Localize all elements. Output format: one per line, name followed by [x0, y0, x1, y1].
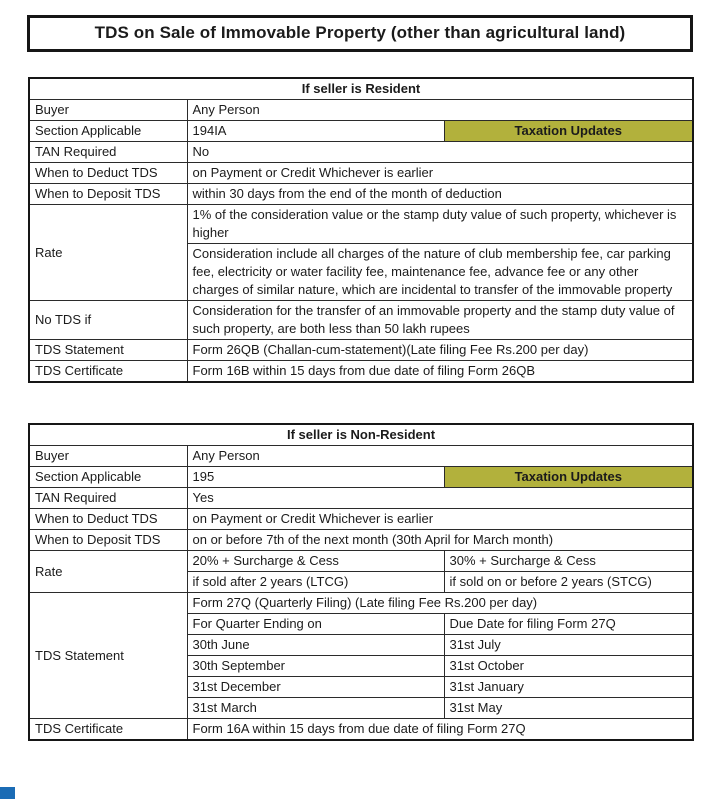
nr-quarter-col-header: For Quarter Ending on: [187, 614, 444, 635]
table-row: [29, 184, 693, 205]
nr-quarter-ending-0: 30th June: [187, 635, 444, 656]
resident-tan-value: No: [187, 142, 693, 163]
resident-section-label: Section Applicable: [29, 121, 187, 142]
nr-section-value: 195: [187, 467, 444, 488]
nr-tan-value: Yes: [187, 488, 693, 509]
resident-section-value: 194IA: [187, 121, 444, 142]
nr-due-col-header: Due Date for filing Form 27Q: [444, 614, 693, 635]
table-row: [29, 142, 693, 163]
nr-tan-label: TAN Required: [29, 488, 187, 509]
resident-rate-label: Rate: [29, 205, 187, 301]
resident-deduct-label: When to Deduct TDS: [29, 163, 187, 184]
resident-deposit-label: When to Deposit TDS: [29, 184, 187, 205]
page-title: TDS on Sale of Immovable Property (other than agricultural land): [28, 16, 692, 51]
resident-rate-line2: Consideration include all charges of the nature of club membership fee, car parking fee, electricity or water facility fee, maintenance fee, advance fee or any other charges of similar nature, which are incidental to transfer of the immovable property: [187, 244, 693, 301]
resident-tan-label: TAN Required: [29, 142, 187, 163]
table-row: [29, 340, 693, 361]
blue-corner-mark: [0, 787, 15, 799]
table-row: [29, 100, 693, 121]
nr-quarter-ending-3: 31st March: [187, 698, 444, 719]
nr-taxation-updates-banner: Taxation Updates: [444, 467, 693, 488]
nr-buyer-value: Any Person: [187, 446, 693, 467]
resident-statement-value: Form 26QB (Challan-cum-statement)(Late filing Fee Rs.200 per day): [187, 340, 693, 361]
nr-quarter-due-2: 31st January: [444, 677, 693, 698]
nr-rate-ltcg-condition: if sold after 2 years (LTCG): [187, 572, 444, 593]
resident-taxation-updates-banner: Taxation Updates: [444, 121, 693, 142]
resident-deposit-value: within 30 days from the end of the month of deduction: [187, 184, 693, 205]
resident-no-tds-label: No TDS if: [29, 301, 187, 340]
resident-table: [28, 77, 694, 383]
nr-deposit-value: on or before 7th of the next month (30th April for March month): [187, 530, 693, 551]
table-row: [29, 467, 693, 488]
nr-deduct-value: on Payment or Credit Whichever is earlier: [187, 509, 693, 530]
nr-quarter-due-1: 31st October: [444, 656, 693, 677]
table-row: [29, 509, 693, 530]
table-row: [29, 719, 693, 741]
nr-rate-label: Rate: [29, 551, 187, 593]
table-row: [29, 361, 693, 383]
table-row: [29, 446, 693, 467]
resident-no-tds-value: Consideration for the transfer of an immovable property and the stamp duty value of such property, are both less than 50 lakh rupees: [187, 301, 693, 340]
nr-statement-intro: Form 27Q (Quarterly Filing) (Late filing Fee Rs.200 per day): [187, 593, 693, 614]
nr-deduct-label: When to Deduct TDS: [29, 509, 187, 530]
nr-deposit-label: When to Deposit TDS: [29, 530, 187, 551]
resident-buyer-value: Any Person: [187, 100, 693, 121]
resident-header-row: [29, 78, 693, 100]
table-row: [29, 301, 693, 340]
resident-certificate-value: Form 16B within 15 days from due date of filing Form 26QB: [187, 361, 693, 383]
nr-certificate-label: TDS Certificate: [29, 719, 187, 741]
non-resident-table-title: If seller is Non-Resident: [29, 424, 693, 446]
table-row: [29, 530, 693, 551]
nr-rate-stcg-rate: 30% + Surcharge & Cess: [444, 551, 693, 572]
table-row: [29, 488, 693, 509]
nr-quarter-ending-2: 31st December: [187, 677, 444, 698]
resident-rate-line1: 1% of the consideration value or the stamp duty value of such property, whichever is higher: [187, 205, 693, 244]
nr-quarter-due-3: 31st May: [444, 698, 693, 719]
nr-certificate-value: Form 16A within 15 days from due date of filing Form 27Q: [187, 719, 693, 741]
resident-statement-label: TDS Statement: [29, 340, 187, 361]
table-row: [29, 163, 693, 184]
non-resident-header-row: [29, 424, 693, 446]
nr-rate-ltcg-rate: 20% + Surcharge & Cess: [187, 551, 444, 572]
nr-section-label: Section Applicable: [29, 467, 187, 488]
table-row: [29, 121, 693, 142]
resident-table-title: If seller is Resident: [29, 78, 693, 100]
table-row: [29, 551, 693, 572]
nr-rate-stcg-condition: if sold on or before 2 years (STCG): [444, 572, 693, 593]
nr-quarter-due-0: 31st July: [444, 635, 693, 656]
nr-quarter-ending-1: 30th September: [187, 656, 444, 677]
non-resident-table: [28, 423, 694, 741]
nr-buyer-label: Buyer: [29, 446, 187, 467]
resident-certificate-label: TDS Certificate: [29, 361, 187, 383]
table-row: [29, 205, 693, 244]
resident-buyer-label: Buyer: [29, 100, 187, 121]
table-row: [29, 593, 693, 614]
resident-deduct-value: on Payment or Credit Whichever is earlier: [187, 163, 693, 184]
nr-statement-label: TDS Statement: [29, 593, 187, 719]
